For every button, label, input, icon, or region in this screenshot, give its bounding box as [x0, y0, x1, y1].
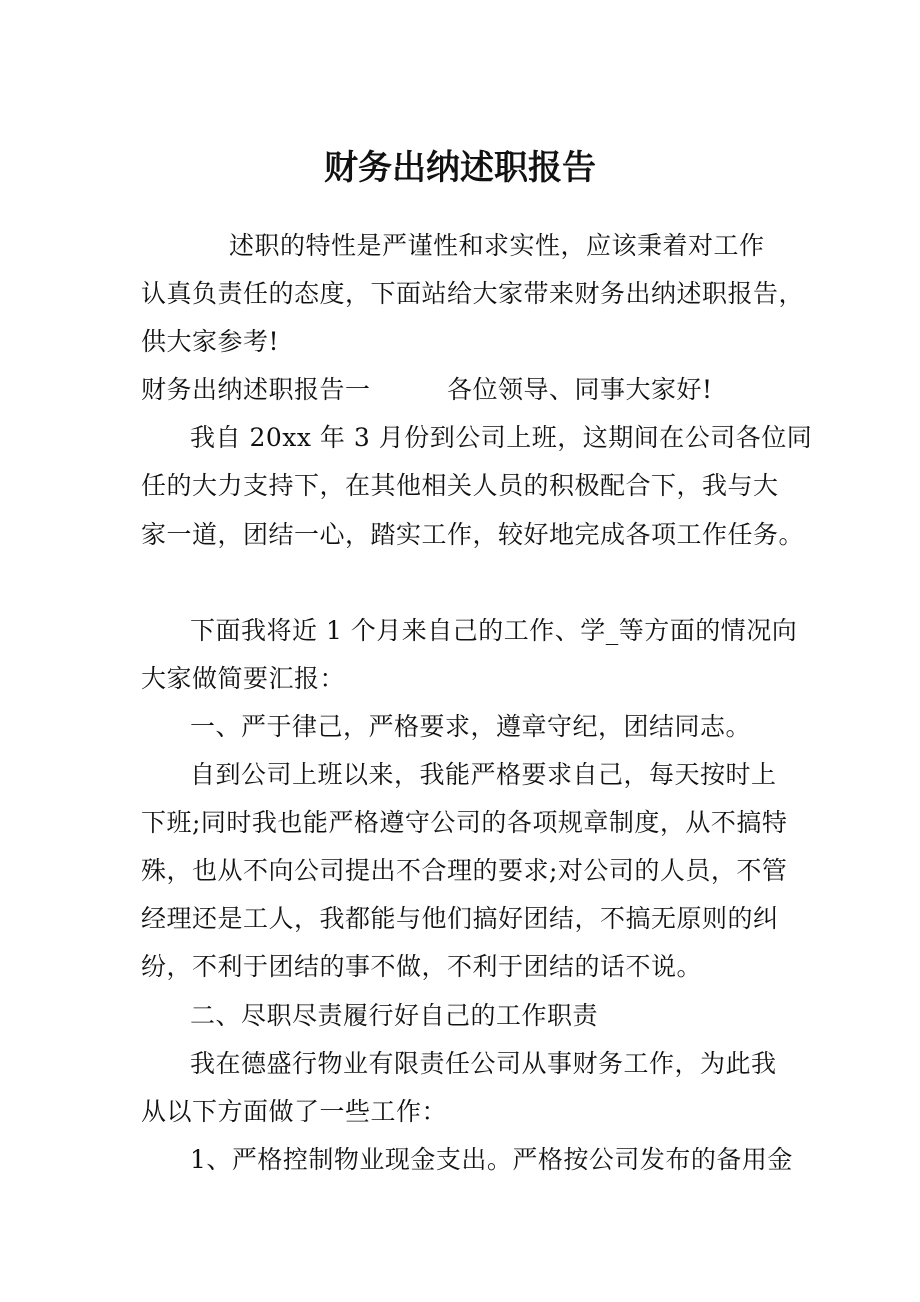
- paragraph-line: 任的大力支持下，在其他相关人员的积极配合下，我与大: [141, 471, 779, 500]
- paragraph-line: 殊，也从不向公司提出不合理的要求;对公司的人员，不管: [141, 856, 788, 885]
- section-heading: 二、尽职尽责履行好自己的工作职责: [190, 1001, 599, 1030]
- paragraph-line: 纷，不利于团结的事不做，不利于团结的话不说。: [141, 952, 703, 981]
- paragraph-line: 我在德盛行物业有限责任公司从事财务工作，为此我: [190, 1049, 777, 1078]
- paragraph-line: 经理还是工人，我都能与他们搞好团结，不搞无原则的纠: [141, 904, 779, 933]
- paragraph-line: 自到公司上班以来，我能严格要求自己，每天按时上: [190, 760, 777, 789]
- paragraph-line: 述职的特性是严谨性和求实性，应该秉着对工作: [229, 231, 765, 260]
- paragraph-line: 供大家参考!: [141, 327, 280, 356]
- paragraph-line: 1、严格控制物业现金支出。严格按公司发布的备用金: [190, 1145, 793, 1174]
- paragraph-line: 家一道，团结一心，踏实工作，较好地完成各项工作任务。: [141, 520, 805, 549]
- paragraph-line: 认真负责任的态度，下面站给大家带来财务出纳述职报告，: [141, 279, 805, 308]
- paragraph-line: 下班;同时我也能严格遵守公司的各项规章制度，从不搞特: [141, 808, 788, 837]
- document-title: 财务出纳述职报告: [324, 148, 596, 188]
- paragraph-line: 从以下方面做了一些工作：: [141, 1097, 448, 1126]
- paragraph-line: 下面我将近 1 个月来自己的工作、学_等方面的情况向: [190, 616, 798, 645]
- paragraph-line: 我自 20xx 年 3 月份到公司上班，这期间在公司各位同: [190, 423, 813, 452]
- paragraph-line: 财务出纳述职报告一 各位领导、同事大家好!: [141, 375, 713, 404]
- section-heading: 一、严于律己，严格要求，遵章守纪，团结同志。: [190, 712, 752, 741]
- paragraph-line: 大家做简要汇报：: [141, 664, 346, 693]
